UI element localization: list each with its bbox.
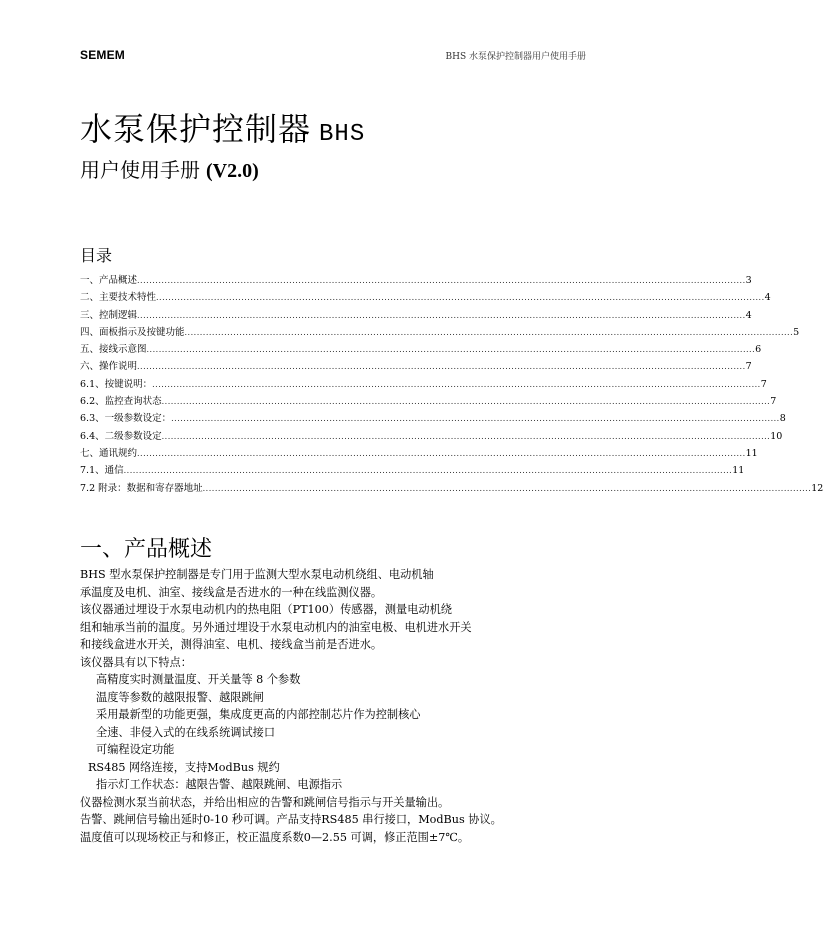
toc-leader-dots: ........................................................................................................................................................................................................ <box>152 379 761 389</box>
toc-leader-dots: ........................................................................................................................................................................................................ <box>137 310 746 320</box>
toc-entry-label: 一、产品概述 <box>80 275 138 286</box>
toc-entry[interactable] <box>80 410 786 427</box>
toc-entry-page: 7 <box>760 378 767 390</box>
toc-entry[interactable] <box>80 324 800 341</box>
toc-entry-label: 7.2 附录：数据和寄存器地址 <box>80 482 203 494</box>
toc-entry-page: 11 <box>732 465 745 477</box>
body-line: 和接线盒进水开关，测得油室、电机、接线盒当前是否进水。 <box>80 638 383 651</box>
title-main: 水泵保护控制器 <box>80 110 312 148</box>
toc-entry[interactable] <box>80 376 767 393</box>
toc-leader-dots: ........................................................................................................................................................................................................ <box>137 448 746 458</box>
toc-entry[interactable] <box>80 358 752 375</box>
toc-entry[interactable] <box>80 480 823 497</box>
toc-entry-label: 6.4、二级参数设定 <box>80 430 162 442</box>
toc-entry[interactable] <box>80 272 752 289</box>
toc-entry[interactable] <box>80 428 783 445</box>
toc-entry-page: 3 <box>745 275 752 286</box>
toc-entry[interactable] <box>80 445 758 462</box>
toc-entry[interactable] <box>80 462 745 479</box>
body-line: 该仪器具有以下特点： <box>80 655 192 669</box>
feature-item: RS485 网络连接，支持ModBus 规约 <box>88 760 280 774</box>
toc-entry[interactable] <box>80 307 752 324</box>
table-of-contents <box>80 272 823 497</box>
document-title <box>80 104 365 150</box>
toc-leader-dots: ........................................................................................................................................................................................................ <box>146 345 756 355</box>
toc-leader-dots: ........................................................................................................................................................................................................ <box>202 483 812 493</box>
feature-item: 全速、非侵入式的在线系统调试接口 <box>96 725 276 739</box>
section-title: 一、产品概述 <box>80 537 213 562</box>
toc-entry-page: 7 <box>770 396 777 408</box>
toc-entry-label: 三、控制逻辑 <box>80 309 138 321</box>
toc-entry-page: 8 <box>779 413 786 425</box>
feature-item: 温度等参数的越限报警、越限跳闸 <box>96 690 264 704</box>
feature-item: 采用最新型的功能更强，集成度更高的内部控制芯片作为控制核心 <box>96 708 421 721</box>
toc-entry-label: 五、接线示意图 <box>80 344 147 356</box>
body-line: 告警、跳闸信号输出延时0-10 秒可调。产品支持RS485 串行接口，ModBus 协议。 <box>80 813 502 826</box>
body-line: 组和轴承当前的温度。另外通过埋设于水泵电动机内的油室电极、电机进水开关 <box>80 620 472 634</box>
feature-item: 高精度实时测量温度、开关量等 8 个参数 <box>96 673 301 686</box>
toc-leader-dots: ........................................................................................................................................................................................................ <box>171 414 780 424</box>
toc-entry-page: 4 <box>764 292 771 304</box>
toc-leader-dots: ........................................................................................................................................................................................................ <box>161 431 771 441</box>
body-line: BHS 型水泵保护控制器是专门用于监测大型水泵电动机绕组、电动机轴 <box>80 568 434 581</box>
body-line: 温度值可以现场校正与和修正，校正温度系数0—2.55 可调，修正范围±7℃。 <box>80 830 470 844</box>
toc-entry-page: 4 <box>745 309 752 321</box>
feature-item: 可编程设定功能 <box>96 743 175 756</box>
toc-heading: 目录 <box>80 246 113 265</box>
toc-entry[interactable] <box>80 289 771 306</box>
body-line: 承温度及电机、油室、接线盒是否进水的一种在线监测仪器。 <box>80 585 383 599</box>
subtitle-text: 用户使用手册 <box>80 158 200 182</box>
toc-entry-label: 七、通讯规约 <box>80 447 138 459</box>
toc-entry-page: 10 <box>770 430 783 442</box>
subtitle-version: (V2.0) <box>206 160 259 182</box>
toc-entry[interactable] <box>80 393 777 410</box>
toc-entry-page: 7 <box>745 361 752 373</box>
section-body <box>80 566 580 846</box>
feature-item: 指示灯工作状态：越限告警、越限跳闸、电源指示 <box>96 778 343 791</box>
brand-logo-text: SEMEM <box>80 48 126 62</box>
toc-leader-dots: ........................................................................................................................................................................................................ <box>161 397 771 407</box>
toc-entry-label: 六、操作说明 <box>80 361 138 373</box>
toc-entry-label: 6.2、监控查询状态 <box>80 396 162 408</box>
body-line: 该仪器通过埋设于水泵电动机内的热电阻（PT100）传感器，测量电动机绕 <box>80 603 452 616</box>
toc-leader-dots: ........................................................................................................................................................................................................ <box>184 327 794 337</box>
title-code: BHS <box>319 121 366 148</box>
body-line: 仪器检测水泵当前状态，并给出相应的告警和跳闸信号指示与开关量输出。 <box>80 795 450 809</box>
toc-entry-page: 6 <box>755 344 762 356</box>
toc-entry-label: 二、主要技术特性 <box>80 292 157 304</box>
toc-entry-label: 四、面板指示及按键功能 <box>80 326 185 338</box>
toc-leader-dots: ........................................................................................................................................................................................................ <box>156 293 765 303</box>
toc-entry-label: 7.1、通信 <box>80 465 124 477</box>
toc-entry[interactable] <box>80 341 762 358</box>
page-header <box>80 48 586 66</box>
toc-leader-dots: ........................................................................................................................................................................................................ <box>137 362 746 372</box>
toc-entry-page: 11 <box>745 447 758 459</box>
toc-entry-label: 6.3、一级参数设定： <box>80 413 172 425</box>
toc-leader-dots: ........................................................................................................................................................................................................ <box>137 276 746 285</box>
toc-entry-page: 5 <box>793 326 800 338</box>
document-subtitle <box>80 154 259 183</box>
toc-entry-label: 6.1、按键说明： <box>80 378 153 390</box>
toc-leader-dots: ........................................................................................................................................................................................................ <box>123 466 733 476</box>
toc-entry-page: 12 <box>811 482 823 494</box>
header-doc-title: BHS 水泵保护控制器用户使用手册 <box>445 52 586 62</box>
